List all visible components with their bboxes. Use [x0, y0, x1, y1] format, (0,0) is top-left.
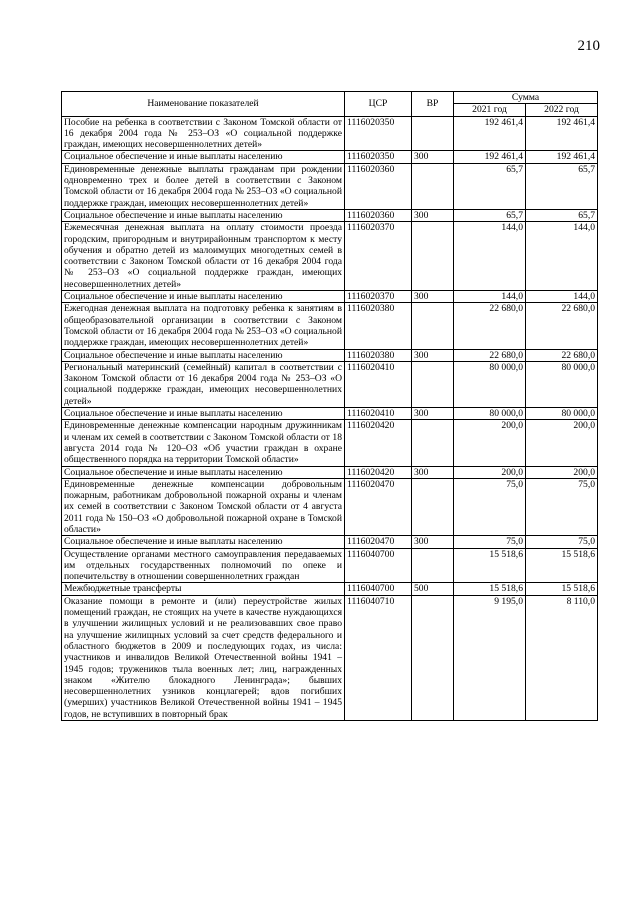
row-sum-2022: 75,0: [526, 536, 598, 548]
row-csr: 1116040700: [345, 548, 412, 583]
row-sum-2022: 192 461,4: [526, 151, 598, 163]
row-csr: 1116040700: [345, 583, 412, 595]
row-sum-2022: 192 461,4: [526, 116, 598, 151]
row-sum-2022: 15 518,6: [526, 583, 598, 595]
row-vr: 300: [412, 209, 454, 221]
header-name: Наименование показателей: [62, 92, 345, 117]
row-sum-2022: 8 110,0: [526, 595, 598, 720]
row-name: Социальное обеспечение и иные выплаты населению: [62, 209, 345, 221]
row-vr: 300: [412, 466, 454, 478]
row-vr: [412, 420, 454, 466]
row-name: Оказание помощи в ремонте и (или) переустройстве жилых помещений граждан, не стоящих на учете в качестве нуждающихся в улучшении жилищных условий и не реализовавших свое право на улучшение жилищных условий за счет средств федерального и областного бюджетов в 2009 и последующих годах, из числа: участников и инвалидов Великой Отечественной войны 1941 – 1945 годов; тружеников тыла военных лет; лиц, награжденных знаком «Жителю блокадного Ленинграда»; бывших несовершеннолетних узников концлагерей; вдов погибших (умерших) участников Великой Отечественной войны 1941 – 1945 годов, не вступивших в повторный брак: [62, 595, 345, 720]
table-row: [62, 361, 598, 407]
row-vr: 300: [412, 408, 454, 420]
row-sum-2021: 9 195,0: [454, 595, 526, 720]
row-name: Ежемесячная денежная выплата на оплату стоимости проезда городским, пригородным и внутрирайонным транспортом к месту обучения и обратно детей из малоимущих многодетных семей в соответствии с Законом Томской области от 16 декабря 2004 года № 253–ОЗ «О социальной поддержке граждан, имеющих несовершеннолетних детей»: [62, 222, 345, 291]
row-vr: [412, 478, 454, 535]
row-csr: 1116020360: [345, 163, 412, 209]
table-row: [62, 583, 598, 595]
row-vr: [412, 303, 454, 349]
table-body: [62, 116, 598, 720]
row-name: Осуществление органами местного самоуправления передаваемых им отдельных государственных полномочий по опеке и попечительству в отношении совершеннолетних граждан: [62, 548, 345, 583]
table-row: [62, 478, 598, 535]
row-csr: 1116020410: [345, 408, 412, 420]
table-row: [62, 303, 598, 349]
row-sum-2022: 200,0: [526, 466, 598, 478]
row-sum-2021: 65,7: [454, 163, 526, 209]
row-csr: 1116020410: [345, 361, 412, 407]
table-row: [62, 595, 598, 720]
row-name: Социальное обеспечение и иные выплаты населению: [62, 536, 345, 548]
row-sum-2021: 80 000,0: [454, 408, 526, 420]
row-sum-2021: 144,0: [454, 222, 526, 291]
row-name: Ежегодная денежная выплата на подготовку ребенка к занятиям в общеобразовательной организации в соответствии с Законом Томской области от 16 декабря 2004 года № 253–ОЗ «О социальной поддержке граждан, имеющих несовершеннолетних детей»: [62, 303, 345, 349]
row-vr: [412, 222, 454, 291]
row-name: Социальное обеспечение и иные выплаты населению: [62, 151, 345, 163]
row-csr: 1116020360: [345, 209, 412, 221]
header-year-2021: 2021 год: [454, 104, 526, 116]
row-sum-2021: 65,7: [454, 209, 526, 221]
row-name: Единовременные денежные компенсации добровольным пожарным, работникам добровольной пожарной охраны и членам их семей в соответствии с Законом Томской области от 4 августа 2011 года № 150–ОЗ «О добровольной пожарной охране в Томской области»: [62, 478, 345, 535]
table-row: [62, 536, 598, 548]
row-vr: [412, 548, 454, 583]
table-row: [62, 408, 598, 420]
row-sum-2021: 144,0: [454, 291, 526, 303]
row-csr: 1116020470: [345, 536, 412, 548]
row-vr: [412, 116, 454, 151]
row-sum-2022: 15 518,6: [526, 548, 598, 583]
table-row: [62, 209, 598, 221]
row-sum-2022: 22 680,0: [526, 303, 598, 349]
row-vr: 300: [412, 291, 454, 303]
row-name: Региональный материнский (семейный) капитал в соответствии с Законом Томской области от 16 декабря 2004 года № 253–ОЗ «О социальной поддержке граждан, имеющих несовершеннолетних детей»: [62, 361, 345, 407]
row-vr: [412, 163, 454, 209]
row-name: Социальное обеспечение и иные выплаты населению: [62, 408, 345, 420]
row-sum-2021: 200,0: [454, 420, 526, 466]
row-sum-2022: 200,0: [526, 420, 598, 466]
row-name: Межбюджетные трансферты: [62, 583, 345, 595]
row-vr: 300: [412, 151, 454, 163]
row-sum-2022: 22 680,0: [526, 349, 598, 361]
row-vr: 300: [412, 349, 454, 361]
row-sum-2022: 80 000,0: [526, 408, 598, 420]
row-name: Социальное обеспечение и иные выплаты населению: [62, 291, 345, 303]
page-number: 210: [577, 38, 600, 54]
row-sum-2021: 75,0: [454, 536, 526, 548]
row-name: Единовременные денежные выплаты гражданам при рождении одновременно трех и более детей в соответствии с Законом Томской области от 16 декабря 2004 года № 253–ОЗ «О социальной поддержке граждан, имеющих несовершеннолетних детей»: [62, 163, 345, 209]
row-sum-2021: 15 518,6: [454, 583, 526, 595]
row-csr: 1116020420: [345, 420, 412, 466]
row-sum-2021: 80 000,0: [454, 361, 526, 407]
row-vr: 300: [412, 536, 454, 548]
table-row: [62, 116, 598, 151]
row-sum-2021: 15 518,6: [454, 548, 526, 583]
row-name: Единовременные денежные компенсации народным дружинникам и членам их семей в соответствии с Законом Томской области от 18 августа 2014 года № 120–ОЗ «Об участии граждан в охране общественного порядка на территории Томской области»: [62, 420, 345, 466]
row-name: Пособие на ребенка в соответствии с Законом Томской области от 16 декабря 2004 года № 253–ОЗ «О социальной поддержке граждан, имеющих несовершеннолетних детей»: [62, 116, 345, 151]
header-csr: ЦСР: [345, 92, 412, 117]
row-sum-2021: 192 461,4: [454, 116, 526, 151]
table-row: [62, 548, 598, 583]
row-sum-2022: 144,0: [526, 291, 598, 303]
row-sum-2021: 192 461,4: [454, 151, 526, 163]
row-sum-2022: 80 000,0: [526, 361, 598, 407]
table-row: [62, 291, 598, 303]
row-csr: 1116020470: [345, 478, 412, 535]
row-vr: [412, 361, 454, 407]
row-sum-2022: 65,7: [526, 209, 598, 221]
row-name: Социальное обеспечение и иные выплаты населению: [62, 466, 345, 478]
row-csr: 1116020370: [345, 222, 412, 291]
row-vr: 500: [412, 583, 454, 595]
table-header: [62, 92, 598, 117]
table-row: [62, 466, 598, 478]
row-sum-2022: 65,7: [526, 163, 598, 209]
row-name: Социальное обеспечение и иные выплаты населению: [62, 349, 345, 361]
row-sum-2022: 144,0: [526, 222, 598, 291]
table-row: [62, 151, 598, 163]
row-csr: 1116020380: [345, 349, 412, 361]
header-sum: Сумма: [454, 92, 598, 104]
row-sum-2021: 22 680,0: [454, 303, 526, 349]
row-csr: 1116020350: [345, 151, 412, 163]
budget-table: [61, 91, 598, 721]
row-csr: 1116020420: [345, 466, 412, 478]
row-csr: 1116020370: [345, 291, 412, 303]
table-row: [62, 163, 598, 209]
table-row: [62, 222, 598, 291]
row-sum-2021: 22 680,0: [454, 349, 526, 361]
table-row: [62, 420, 598, 466]
row-csr: 1116020350: [345, 116, 412, 151]
row-sum-2022: 75,0: [526, 478, 598, 535]
row-csr: 1116020380: [345, 303, 412, 349]
header-vr: ВР: [412, 92, 454, 117]
row-sum-2021: 200,0: [454, 466, 526, 478]
row-vr: [412, 595, 454, 720]
header-year-2022: 2022 год: [526, 104, 598, 116]
table-row: [62, 349, 598, 361]
row-sum-2021: 75,0: [454, 478, 526, 535]
row-csr: 1116040710: [345, 595, 412, 720]
